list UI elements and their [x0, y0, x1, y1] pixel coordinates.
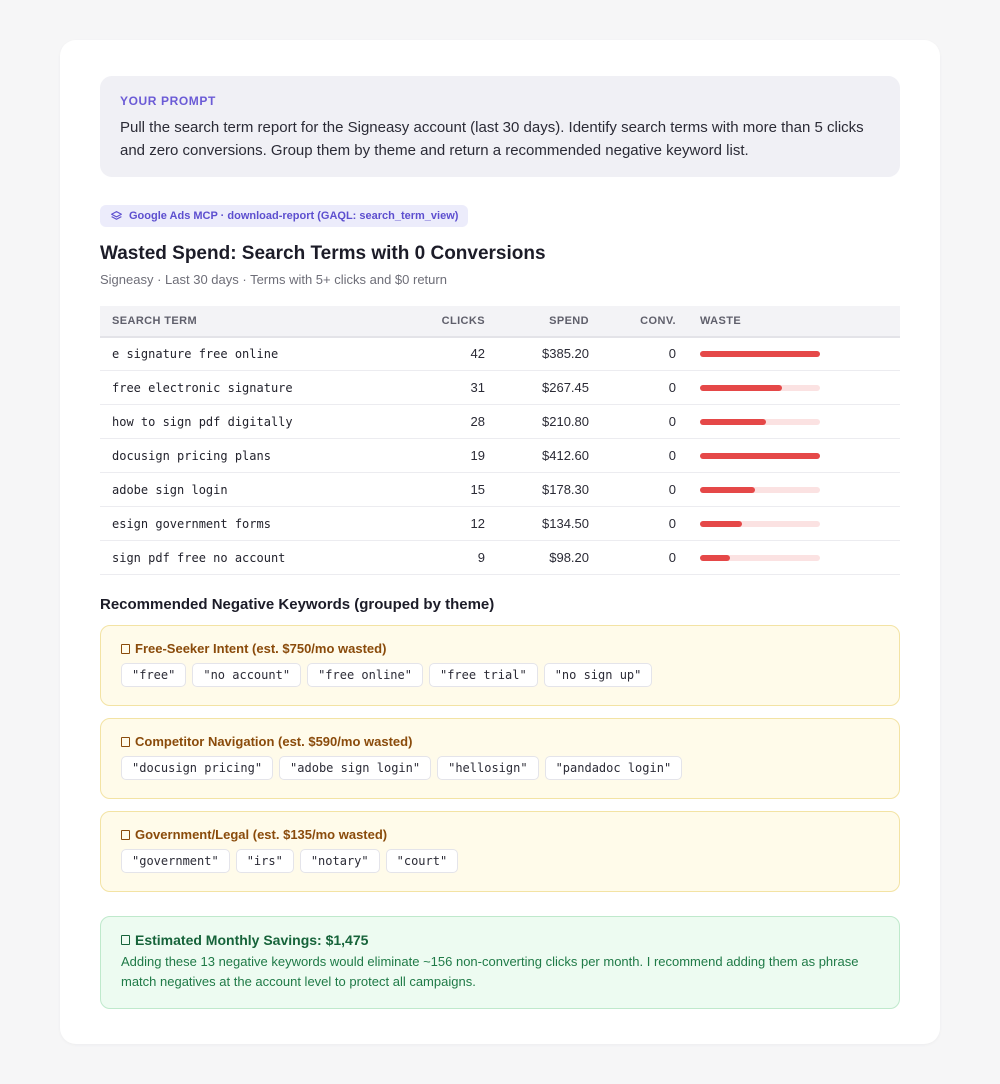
search-term-table: [100, 306, 900, 576]
spend-cell: $178.30: [497, 473, 601, 507]
theme-card: [100, 625, 900, 706]
waste-cell: [688, 371, 900, 405]
search-term-cell: sign pdf free no account: [100, 541, 400, 575]
savings-title: Estimated Monthly Savings: $1,475: [135, 932, 369, 948]
theme-title: Competitor Navigation (est. $590/mo wasted): [135, 734, 413, 749]
conversions-cell: 0: [601, 405, 688, 439]
search-term-cell: free electronic signature: [100, 371, 400, 405]
keyword-chip[interactable]: "irs": [236, 849, 294, 873]
theme-card: [100, 811, 900, 892]
theme-icon: [121, 644, 130, 654]
waste-bar-fill: [700, 419, 766, 425]
waste-bar: [700, 453, 820, 459]
column-header-waste: WASTE: [688, 306, 900, 337]
table-row: [100, 507, 900, 541]
column-header-spend: SPEND: [497, 306, 601, 337]
column-header-clicks: CLICKS: [400, 306, 497, 337]
table-row: [100, 337, 900, 371]
report-card: [60, 40, 940, 1044]
tool-call-label: Google Ads MCP · download-report (GAQL: search_term_view): [129, 210, 459, 222]
table-row: [100, 439, 900, 473]
waste-bar: [700, 487, 820, 493]
prompt-text: Pull the search term report for the Signeasy account (last 30 days). Identify search terms with more than 5 clicks and zero conversions. Group them by theme and return a recommended negative keyword list.: [120, 119, 864, 159]
column-header-search-term: SEARCH TERM: [100, 306, 400, 337]
spend-cell: $210.80: [497, 405, 601, 439]
keyword-chip-list: [121, 756, 879, 780]
search-term-cell: docusign pricing plans: [100, 439, 400, 473]
search-term-cell: adobe sign login: [100, 473, 400, 507]
waste-bar-fill: [700, 351, 820, 357]
savings-text: Adding these 13 negative keywords would eliminate ~156 non-converting clicks per month. I recommend adding them as phrase match negatives at the account level to protect all campaigns.: [121, 954, 859, 989]
spend-cell: $267.45: [497, 371, 601, 405]
conversions-cell: 0: [601, 473, 688, 507]
savings-callout: [100, 916, 900, 1009]
clicks-cell: 19: [400, 439, 497, 473]
spend-cell: $134.50: [497, 507, 601, 541]
search-term-cell: how to sign pdf digitally: [100, 405, 400, 439]
keyword-chip[interactable]: "free": [121, 663, 186, 687]
waste-bar-fill: [700, 555, 730, 561]
keyword-chip[interactable]: "no account": [192, 663, 301, 687]
clicks-cell: 12: [400, 507, 497, 541]
column-header-conversions: CONV.: [601, 306, 688, 337]
waste-bar-fill: [700, 385, 782, 391]
keyword-chip[interactable]: "court": [386, 849, 459, 873]
keyword-chip[interactable]: "notary": [300, 849, 380, 873]
keyword-chip-list: [121, 849, 879, 873]
clicks-cell: 15: [400, 473, 497, 507]
keyword-chip[interactable]: "hellosign": [437, 756, 538, 780]
keyword-chip[interactable]: "docusign pricing": [121, 756, 273, 780]
clicks-cell: 42: [400, 337, 497, 371]
waste-bar-fill: [700, 521, 742, 527]
keyword-chip[interactable]: "free online": [307, 663, 423, 687]
table-row: [100, 541, 900, 575]
theme-title: Free-Seeker Intent (est. $750/mo wasted): [135, 641, 387, 656]
waste-bar: [700, 385, 820, 391]
conversions-cell: 0: [601, 439, 688, 473]
keyword-chip[interactable]: "free trial": [429, 663, 538, 687]
report-title: Wasted Spend: Search Terms with 0 Conversions: [100, 242, 546, 264]
waste-bar-fill: [700, 453, 820, 459]
waste-cell: [688, 439, 900, 473]
keyword-chip[interactable]: "pandadoc login": [545, 756, 683, 780]
keyword-chip[interactable]: "adobe sign login": [279, 756, 431, 780]
keyword-chip[interactable]: "no sign up": [544, 663, 653, 687]
savings-heading: [121, 932, 879, 948]
theme-card: [100, 718, 900, 799]
table-row: [100, 473, 900, 507]
waste-bar-fill: [700, 487, 755, 493]
theme-heading: [121, 734, 879, 749]
waste-cell: [688, 541, 900, 575]
search-term-cell: e signature free online: [100, 337, 400, 371]
table-row: [100, 371, 900, 405]
clicks-cell: 9: [400, 541, 497, 575]
table-row: [100, 405, 900, 439]
theme-heading: [121, 641, 879, 656]
conversions-cell: 0: [601, 507, 688, 541]
savings-icon: [121, 935, 130, 945]
keyword-chip[interactable]: "government": [121, 849, 230, 873]
theme-icon: [121, 830, 130, 840]
prompt-label: YOUR PROMPT: [120, 94, 216, 108]
clicks-cell: 28: [400, 405, 497, 439]
waste-cell: [688, 337, 900, 371]
theme-heading: [121, 827, 879, 842]
waste-bar: [700, 555, 820, 561]
search-term-cell: esign government forms: [100, 507, 400, 541]
spend-cell: $412.60: [497, 439, 601, 473]
theme-title: Government/Legal (est. $135/mo wasted): [135, 827, 388, 842]
keyword-chip-list: [121, 663, 879, 687]
prompt-box: [100, 76, 900, 177]
waste-cell: [688, 405, 900, 439]
report-subtitle: Signeasy · Last 30 days · Terms with 5+ clicks and $0 return: [100, 271, 447, 287]
theme-icon: [121, 737, 130, 747]
waste-bar: [700, 419, 820, 425]
layers-icon: [110, 210, 123, 223]
waste-cell: [688, 507, 900, 541]
tool-call-badge[interactable]: [100, 205, 468, 227]
conversions-cell: 0: [601, 541, 688, 575]
negative-keywords-title: Recommended Negative Keywords (grouped by theme): [100, 596, 495, 613]
spend-cell: $385.20: [497, 337, 601, 371]
spend-cell: $98.20: [497, 541, 601, 575]
clicks-cell: 31: [400, 371, 497, 405]
conversions-cell: 0: [601, 337, 688, 371]
conversions-cell: 0: [601, 371, 688, 405]
table-header-row: [100, 306, 900, 337]
waste-bar: [700, 521, 820, 527]
waste-cell: [688, 473, 900, 507]
waste-bar: [700, 351, 820, 357]
